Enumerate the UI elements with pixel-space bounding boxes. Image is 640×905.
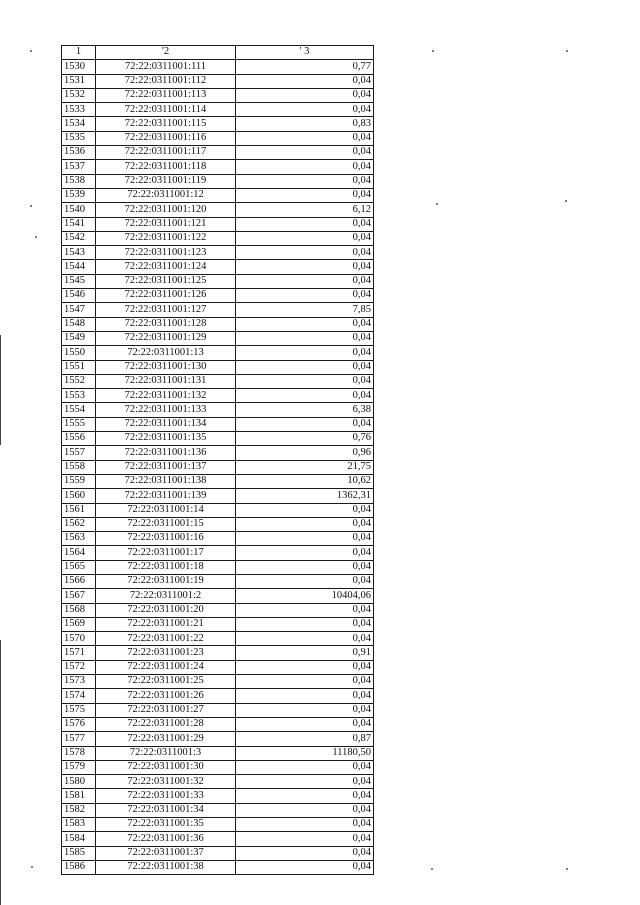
table-row <box>62 818 374 832</box>
area-value: 0,04 <box>236 803 374 817</box>
column-header-2: '2 <box>96 46 236 60</box>
cadastral-number: 72:22:0311001:129 <box>96 331 236 345</box>
scan-speck <box>30 205 32 207</box>
area-value: 0,04 <box>236 546 374 560</box>
table-row <box>62 432 374 446</box>
area-value: 0,04 <box>236 317 374 331</box>
cadastral-number: 72:22:0311001:118 <box>96 160 236 174</box>
area-value: 0,04 <box>236 146 374 160</box>
table-row <box>62 489 374 503</box>
cadastral-number: 72:22:0311001:29 <box>96 732 236 746</box>
table-row <box>62 603 374 617</box>
table-row <box>62 589 374 603</box>
table-row <box>62 360 374 374</box>
row-number: 1582 <box>62 803 96 817</box>
row-number: 1572 <box>62 660 96 674</box>
row-number: 1533 <box>62 103 96 117</box>
cadastral-area-table <box>61 45 374 875</box>
area-value: 0,04 <box>236 560 374 574</box>
area-value: 11180,50 <box>236 746 374 760</box>
area-value: 0,04 <box>236 417 374 431</box>
area-value: 0,76 <box>236 432 374 446</box>
table-row <box>62 703 374 717</box>
row-number: 1534 <box>62 117 96 131</box>
area-value: 0,04 <box>236 160 374 174</box>
table-row <box>62 532 374 546</box>
table-row <box>62 646 374 660</box>
cadastral-number: 72:22:0311001:120 <box>96 203 236 217</box>
area-value: 0,04 <box>236 131 374 145</box>
cadastral-number: 72:22:0311001:26 <box>96 689 236 703</box>
table-row <box>62 560 374 574</box>
scan-speck <box>566 50 568 52</box>
cadastral-number: 72:22:0311001:127 <box>96 303 236 317</box>
row-number: 1580 <box>62 775 96 789</box>
area-value: 0,04 <box>236 689 374 703</box>
cadastral-number: 72:22:0311001:136 <box>96 446 236 460</box>
cadastral-number: 72:22:0311001:114 <box>96 103 236 117</box>
area-value: 0,91 <box>236 646 374 660</box>
cadastral-number: 72:22:0311001:2 <box>96 589 236 603</box>
cadastral-number: 72:22:0311001:18 <box>96 560 236 574</box>
table-row <box>62 346 374 360</box>
row-number: 1563 <box>62 532 96 546</box>
scan-speck <box>432 50 434 52</box>
row-number: 1554 <box>62 403 96 417</box>
row-number: 1536 <box>62 146 96 160</box>
table-row <box>62 789 374 803</box>
cadastral-number: 72:22:0311001:133 <box>96 403 236 417</box>
row-number: 1550 <box>62 346 96 360</box>
cadastral-number: 72:22:0311001:134 <box>96 417 236 431</box>
table-row <box>62 632 374 646</box>
table-header-row <box>62 46 374 60</box>
area-value: 0,04 <box>236 617 374 631</box>
cadastral-number: 72:22:0311001:122 <box>96 231 236 245</box>
area-value: 0,04 <box>236 846 374 860</box>
row-number: 1545 <box>62 274 96 288</box>
cadastral-number: 72:22:0311001:115 <box>96 117 236 131</box>
cadastral-number: 72:22:0311001:22 <box>96 632 236 646</box>
row-number: 1535 <box>62 131 96 145</box>
row-number: 1584 <box>62 832 96 846</box>
area-value: 0,77 <box>236 60 374 74</box>
table-row <box>62 188 374 202</box>
table-row <box>62 689 374 703</box>
table-row <box>62 303 374 317</box>
row-number: 1574 <box>62 689 96 703</box>
area-value: 0,04 <box>236 503 374 517</box>
cadastral-number: 72:22:0311001:30 <box>96 760 236 774</box>
area-value: 0,04 <box>236 331 374 345</box>
row-number: 1557 <box>62 446 96 460</box>
table-row <box>62 289 374 303</box>
area-value: 0,04 <box>236 346 374 360</box>
row-number: 1539 <box>62 188 96 202</box>
area-value: 0,04 <box>236 374 374 388</box>
cadastral-number: 72:22:0311001:14 <box>96 503 236 517</box>
area-value: 10404,06 <box>236 589 374 603</box>
scan-speck <box>31 866 33 868</box>
area-value: 21,75 <box>236 460 374 474</box>
table-row <box>62 74 374 88</box>
row-number: 1538 <box>62 174 96 188</box>
row-number: 1569 <box>62 617 96 631</box>
row-number: 1561 <box>62 503 96 517</box>
area-value: 0,04 <box>236 246 374 260</box>
area-value: 0,04 <box>236 532 374 546</box>
row-number: 1578 <box>62 746 96 760</box>
cadastral-number: 72:22:0311001:130 <box>96 360 236 374</box>
row-number: 1559 <box>62 474 96 488</box>
row-number: 1575 <box>62 703 96 717</box>
area-value: 0,04 <box>236 818 374 832</box>
table-row <box>62 246 374 260</box>
table-row <box>62 146 374 160</box>
row-number: 1553 <box>62 389 96 403</box>
cadastral-number: 72:22:0311001:35 <box>96 818 236 832</box>
cadastral-number: 72:22:0311001:128 <box>96 317 236 331</box>
table-row <box>62 231 374 245</box>
cadastral-number: 72:22:0311001:132 <box>96 389 236 403</box>
cadastral-number: 72:22:0311001:124 <box>96 260 236 274</box>
cadastral-number: 72:22:0311001:111 <box>96 60 236 74</box>
cadastral-number: 72:22:0311001:138 <box>96 474 236 488</box>
cadastral-number: 72:22:0311001:113 <box>96 88 236 102</box>
cadastral-number: 72:22:0311001:135 <box>96 432 236 446</box>
cadastral-number: 72:22:0311001:27 <box>96 703 236 717</box>
area-value: 0,04 <box>236 675 374 689</box>
table-row <box>62 374 374 388</box>
cadastral-number: 72:22:0311001:112 <box>96 74 236 88</box>
row-number: 1543 <box>62 246 96 260</box>
area-value: 10,62 <box>236 474 374 488</box>
row-number: 1581 <box>62 789 96 803</box>
area-value: 0,04 <box>236 632 374 646</box>
area-value: 0,04 <box>236 703 374 717</box>
area-value: 0,04 <box>236 517 374 531</box>
row-number: 1540 <box>62 203 96 217</box>
row-number: 1547 <box>62 303 96 317</box>
cadastral-number: 72:22:0311001:34 <box>96 803 236 817</box>
table-row <box>62 832 374 846</box>
table-row <box>62 760 374 774</box>
row-number: 1555 <box>62 417 96 431</box>
area-value: 0,04 <box>236 174 374 188</box>
row-number: 1548 <box>62 317 96 331</box>
area-value: 6,38 <box>236 403 374 417</box>
table-row <box>62 174 374 188</box>
table-row <box>62 846 374 860</box>
table-row <box>62 160 374 174</box>
table-row <box>62 131 374 145</box>
table-row <box>62 203 374 217</box>
row-number: 1568 <box>62 603 96 617</box>
table-row <box>62 460 374 474</box>
cadastral-number: 72:22:0311001:17 <box>96 546 236 560</box>
area-value: 0,96 <box>236 446 374 460</box>
area-value: 0,04 <box>236 188 374 202</box>
area-value: 0,04 <box>236 603 374 617</box>
cadastral-number: 72:22:0311001:16 <box>96 532 236 546</box>
table-row <box>62 117 374 131</box>
row-number: 1542 <box>62 231 96 245</box>
table-row <box>62 331 374 345</box>
area-value: 0,04 <box>236 574 374 588</box>
cadastral-number: 72:22:0311001:116 <box>96 131 236 145</box>
cadastral-number: 72:22:0311001:33 <box>96 789 236 803</box>
cadastral-number: 72:22:0311001:131 <box>96 374 236 388</box>
cadastral-number: 72:22:0311001:121 <box>96 217 236 231</box>
area-value: 0,04 <box>236 760 374 774</box>
row-number: 1531 <box>62 74 96 88</box>
table-row <box>62 717 374 731</box>
area-value: 0,04 <box>236 717 374 731</box>
row-number: 1537 <box>62 160 96 174</box>
table-row <box>62 803 374 817</box>
area-value: 0,04 <box>236 832 374 846</box>
column-header-3: ' 3 <box>236 46 374 60</box>
row-number: 1570 <box>62 632 96 646</box>
row-number: 1565 <box>62 560 96 574</box>
area-value: 0,04 <box>236 274 374 288</box>
row-number: 1571 <box>62 646 96 660</box>
cadastral-number: 72:22:0311001:15 <box>96 517 236 531</box>
row-number: 1564 <box>62 546 96 560</box>
area-value: 7,85 <box>236 303 374 317</box>
area-value: 0,04 <box>236 789 374 803</box>
row-number: 1541 <box>62 217 96 231</box>
area-value: 0,04 <box>236 360 374 374</box>
cadastral-number: 72:22:0311001:37 <box>96 846 236 860</box>
row-number: 1556 <box>62 432 96 446</box>
scan-speck <box>436 203 438 205</box>
area-value: 0,04 <box>236 74 374 88</box>
table-row <box>62 446 374 460</box>
table-row <box>62 88 374 102</box>
cadastral-number: 72:22:0311001:12 <box>96 188 236 202</box>
cadastral-number: 72:22:0311001:32 <box>96 775 236 789</box>
cadastral-number: 72:22:0311001:24 <box>96 660 236 674</box>
table-row <box>62 503 374 517</box>
area-value: 0,04 <box>236 260 374 274</box>
table-row <box>62 732 374 746</box>
table-row <box>62 389 374 403</box>
cadastral-number: 72:22:0311001:3 <box>96 746 236 760</box>
row-number: 1560 <box>62 489 96 503</box>
area-value: 0,04 <box>236 217 374 231</box>
row-number: 1566 <box>62 574 96 588</box>
row-number: 1583 <box>62 818 96 832</box>
table-row <box>62 274 374 288</box>
cadastral-number: 72:22:0311001:19 <box>96 574 236 588</box>
table-row <box>62 260 374 274</box>
column-header-1: 1 <box>62 46 96 60</box>
scan-edge-line <box>0 640 1 905</box>
cadastral-number: 72:22:0311001:123 <box>96 246 236 260</box>
table-row <box>62 675 374 689</box>
cadastral-number: 72:22:0311001:125 <box>96 274 236 288</box>
row-number: 1532 <box>62 88 96 102</box>
scan-speck <box>566 868 568 870</box>
cadastral-number: 72:22:0311001:36 <box>96 832 236 846</box>
row-number: 1544 <box>62 260 96 274</box>
scan-speck <box>35 236 37 238</box>
row-number: 1551 <box>62 360 96 374</box>
table-row <box>62 775 374 789</box>
area-value: 6,12 <box>236 203 374 217</box>
table-row <box>62 617 374 631</box>
row-number: 1586 <box>62 860 96 874</box>
table-row <box>62 860 374 874</box>
table-row <box>62 546 374 560</box>
row-number: 1530 <box>62 60 96 74</box>
area-value: 0,04 <box>236 289 374 303</box>
table-row <box>62 317 374 331</box>
area-value: 0,04 <box>236 88 374 102</box>
table-row <box>62 746 374 760</box>
row-number: 1577 <box>62 732 96 746</box>
area-value: 1362,31 <box>236 489 374 503</box>
table-row <box>62 574 374 588</box>
cadastral-number: 72:22:0311001:139 <box>96 489 236 503</box>
row-number: 1573 <box>62 675 96 689</box>
table-row <box>62 217 374 231</box>
cadastral-number: 72:22:0311001:23 <box>96 646 236 660</box>
cadastral-number: 72:22:0311001:137 <box>96 460 236 474</box>
cadastral-number: 72:22:0311001:119 <box>96 174 236 188</box>
row-number: 1552 <box>62 374 96 388</box>
area-value: 0,04 <box>236 389 374 403</box>
row-number: 1549 <box>62 331 96 345</box>
cadastral-number: 72:22:0311001:20 <box>96 603 236 617</box>
cadastral-number: 72:22:0311001:25 <box>96 675 236 689</box>
table-body <box>62 60 374 875</box>
row-number: 1579 <box>62 760 96 774</box>
cadastral-number: 72:22:0311001:117 <box>96 146 236 160</box>
row-number: 1562 <box>62 517 96 531</box>
cadastral-number: 72:22:0311001:13 <box>96 346 236 360</box>
area-value: 0,04 <box>236 231 374 245</box>
table-row <box>62 660 374 674</box>
row-number: 1576 <box>62 717 96 731</box>
table-row <box>62 474 374 488</box>
area-value: 0,04 <box>236 103 374 117</box>
area-value: 0,83 <box>236 117 374 131</box>
area-value: 0,87 <box>236 732 374 746</box>
scan-speck <box>30 50 32 52</box>
cadastral-number: 72:22:0311001:21 <box>96 617 236 631</box>
row-number: 1567 <box>62 589 96 603</box>
area-value: 0,04 <box>236 860 374 874</box>
cadastral-number: 72:22:0311001:126 <box>96 289 236 303</box>
scan-speck <box>431 868 433 870</box>
table-row <box>62 417 374 431</box>
table-row <box>62 60 374 74</box>
scan-edge-line <box>0 335 1 445</box>
row-number: 1585 <box>62 846 96 860</box>
row-number: 1558 <box>62 460 96 474</box>
table-row <box>62 403 374 417</box>
cadastral-number: 72:22:0311001:28 <box>96 717 236 731</box>
scan-speck <box>565 200 567 202</box>
row-number: 1546 <box>62 289 96 303</box>
cadastral-number: 72:22:0311001:38 <box>96 860 236 874</box>
table-row <box>62 517 374 531</box>
area-value: 0,04 <box>236 660 374 674</box>
area-value: 0,04 <box>236 775 374 789</box>
table-row <box>62 103 374 117</box>
